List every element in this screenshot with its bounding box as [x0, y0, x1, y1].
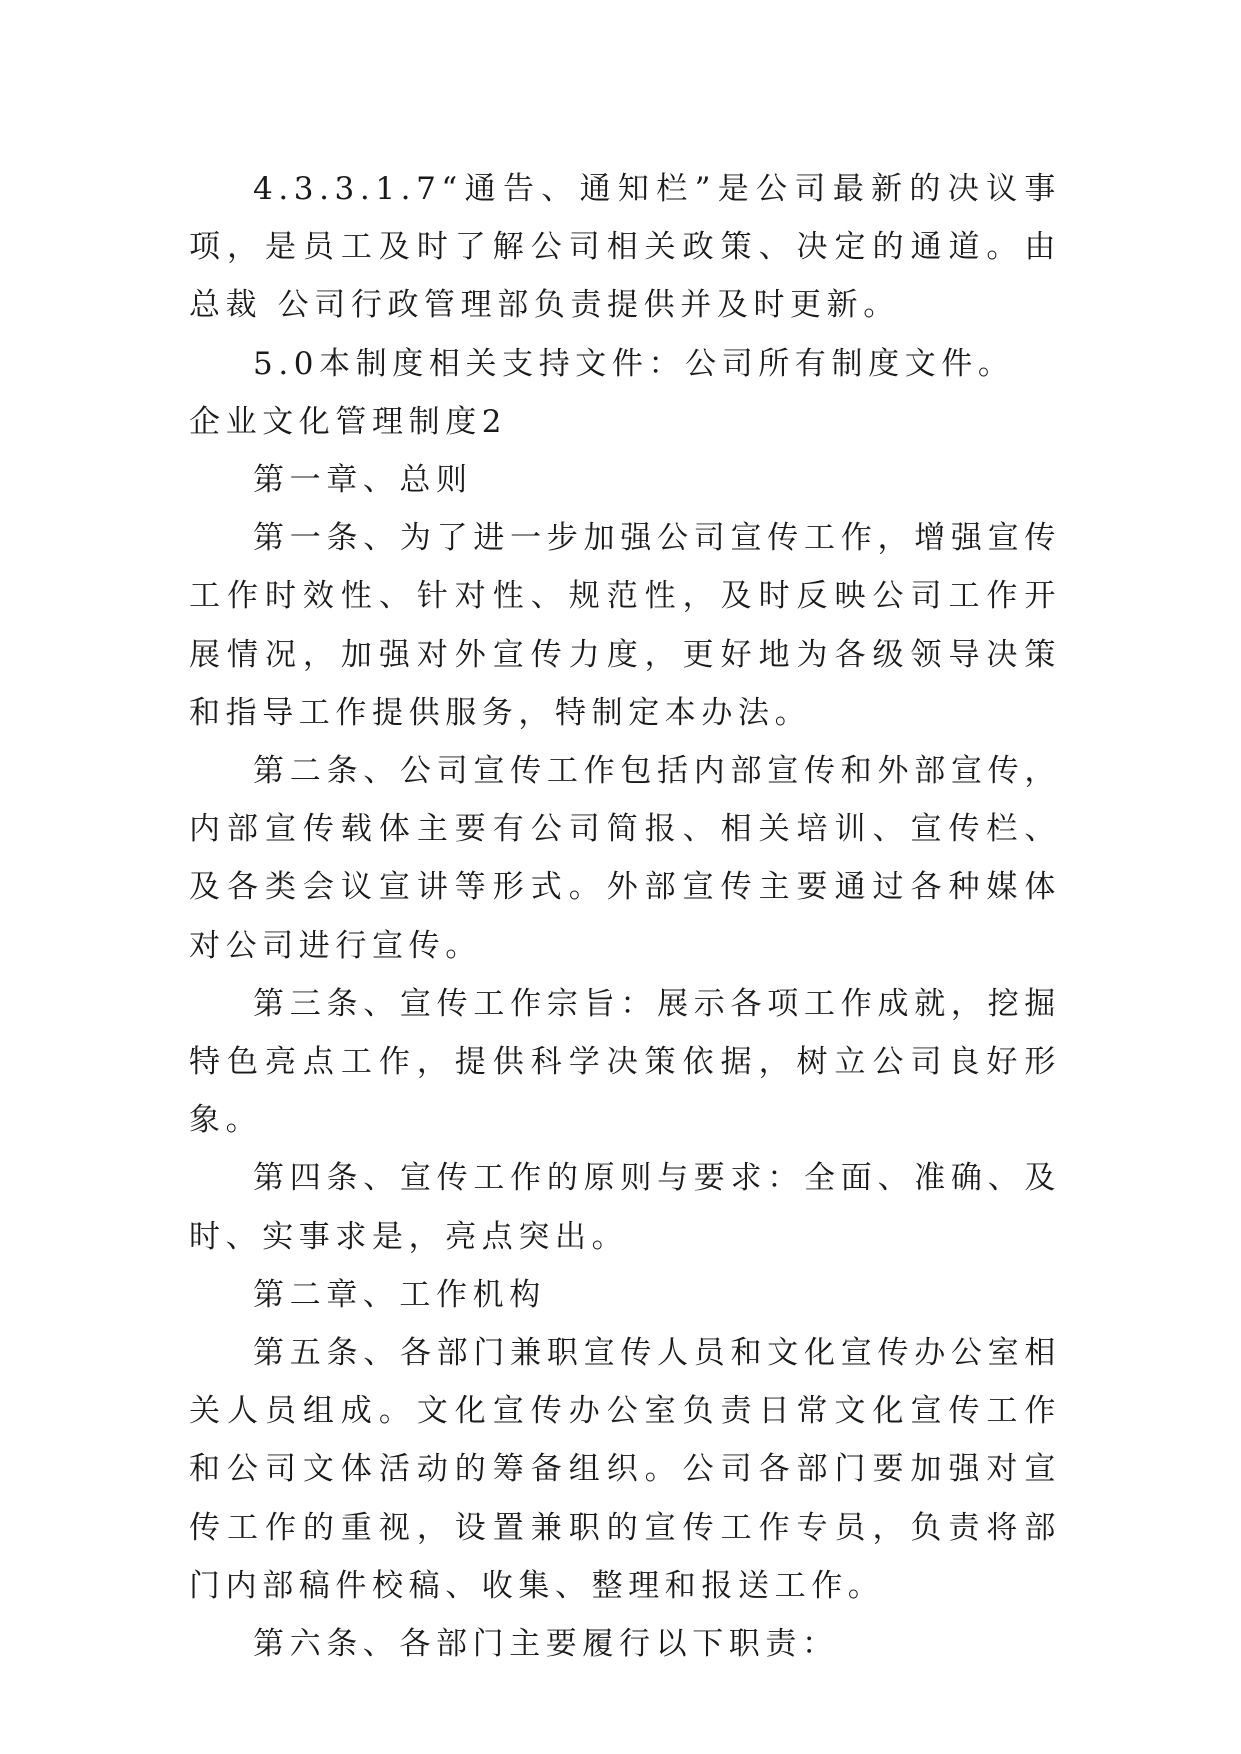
article-2: 第二条、公司宣传工作包括内部宣传和外部宣传，内部宣传载体主要有公司简报、相关培训、宣传栏、及各类会议宣讲等形式。外部宣传主要通过各种媒体对公司进行宣传。: [189, 753, 1061, 964]
document-body: [189, 160, 1061, 1673]
article-3: 第三条、宣传工作宗旨：展示各项工作成就，挖掘特色亮点工作，提供科学决策依据，树立公司良好形象。: [189, 985, 1061, 1139]
paragraph-supporting-documents: 5.0本制度相关支持文件：公司所有制度文件。: [253, 345, 1015, 382]
paragraph-notice-board: 4.3.3.1.7“通告、通知栏”是公司最新的决议事项，是员工及时了解公司相关政策、决定的通道。由总裁 公司行政管理部负责提供并及时更新。: [189, 171, 1061, 324]
article-6: 第六条、各部门主要履行以下职责：: [253, 1626, 839, 1663]
chapter-heading-1: 第一章、总则: [253, 462, 473, 499]
article-5: 第五条、各部门兼职宣传人员和文化宣传办公室相关人员组成。文化宣传办公室负责日常文化宣传工作和公司文体活动的筹备组织。公司各部门要加强对宣传工作的重视，设置兼职的宣传工作专员，负责将部门内部稿件校稿、收集、整理和报送工作。: [189, 1335, 1061, 1604]
chapter-heading-2: 第二章、工作机构: [253, 1276, 546, 1313]
document-title: 企业文化管理制度2: [189, 403, 508, 440]
article-4: 第四条、宣传工作的原则与要求：全面、准确、及时、实事求是，亮点突出。: [189, 1160, 1061, 1255]
article-1: 第一条、为了进一步加强公司宣传工作，增强宣传工作时效性、针对性、规范性，及时反映公司工作开展情况，加强对外宣传力度，更好地为各级领导决策和指导工作提供服务，特制定本办法。: [189, 520, 1061, 731]
